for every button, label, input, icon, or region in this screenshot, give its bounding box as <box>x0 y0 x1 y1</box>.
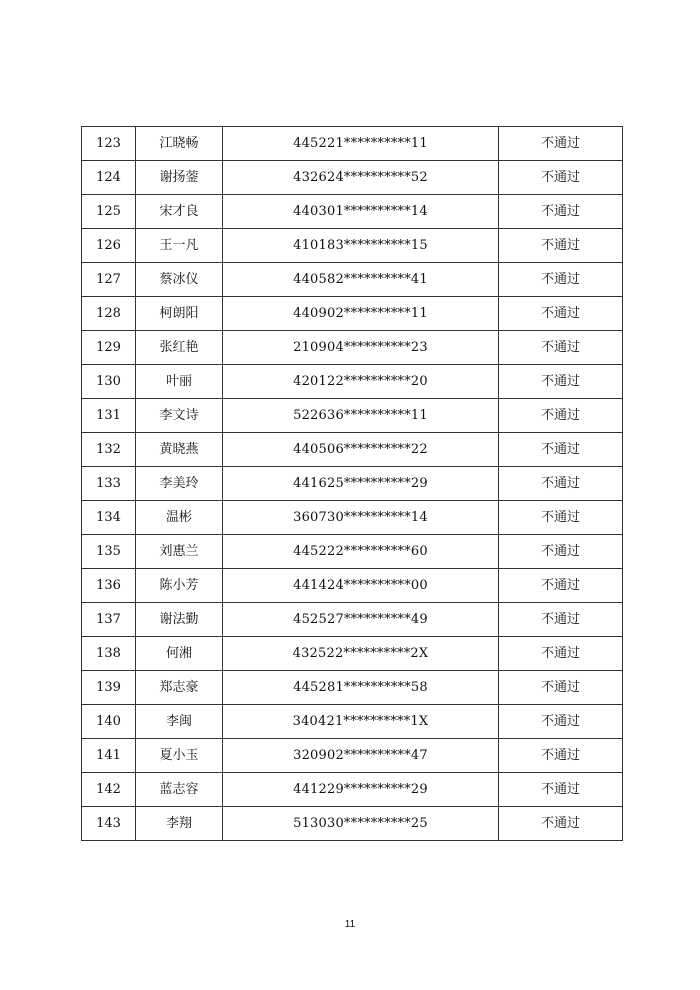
row-name: 李文诗 <box>136 399 223 433</box>
row-number: 129 <box>82 331 136 365</box>
row-id-number: 445221**********11 <box>223 127 499 161</box>
row-name: 夏小玉 <box>136 739 223 773</box>
row-name: 谢扬蓥 <box>136 161 223 195</box>
table-row <box>82 535 623 569</box>
row-id-number: 360730**********14 <box>223 501 499 535</box>
table-row <box>82 671 623 705</box>
row-number: 136 <box>82 569 136 603</box>
row-number: 128 <box>82 297 136 331</box>
row-result: 不通过 <box>499 807 623 841</box>
row-number: 142 <box>82 773 136 807</box>
row-result: 不通过 <box>499 467 623 501</box>
row-name: 李翔 <box>136 807 223 841</box>
row-result: 不通过 <box>499 569 623 603</box>
table-row <box>82 263 623 297</box>
result-table <box>81 126 623 841</box>
row-name: 刘惠兰 <box>136 535 223 569</box>
row-number: 130 <box>82 365 136 399</box>
table-row <box>82 501 623 535</box>
row-id-number: 441625**********29 <box>223 467 499 501</box>
row-number: 133 <box>82 467 136 501</box>
row-id-number: 522636**********11 <box>223 399 499 433</box>
row-number: 138 <box>82 637 136 671</box>
row-result: 不通过 <box>499 603 623 637</box>
row-result: 不通过 <box>499 365 623 399</box>
row-name: 江晓畅 <box>136 127 223 161</box>
row-result: 不通过 <box>499 161 623 195</box>
row-id-number: 432522**********2X <box>223 637 499 671</box>
row-result: 不通过 <box>499 739 623 773</box>
row-id-number: 210904**********23 <box>223 331 499 365</box>
row-result: 不通过 <box>499 671 623 705</box>
row-id-number: 513030**********25 <box>223 807 499 841</box>
row-result: 不通过 <box>499 433 623 467</box>
row-number: 124 <box>82 161 136 195</box>
row-result: 不通过 <box>499 637 623 671</box>
row-name: 叶丽 <box>136 365 223 399</box>
row-id-number: 440582**********41 <box>223 263 499 297</box>
row-name: 郑志豪 <box>136 671 223 705</box>
table-row <box>82 807 623 841</box>
row-name: 李美玲 <box>136 467 223 501</box>
row-number: 137 <box>82 603 136 637</box>
table-row <box>82 705 623 739</box>
row-number: 143 <box>82 807 136 841</box>
row-result: 不通过 <box>499 263 623 297</box>
row-result: 不通过 <box>499 331 623 365</box>
row-id-number: 320902**********47 <box>223 739 499 773</box>
row-id-number: 445222**********60 <box>223 535 499 569</box>
row-result: 不通过 <box>499 297 623 331</box>
row-name: 李闽 <box>136 705 223 739</box>
row-name: 宋才良 <box>136 195 223 229</box>
row-id-number: 452527**********49 <box>223 603 499 637</box>
table-row <box>82 399 623 433</box>
row-name: 蔡冰仪 <box>136 263 223 297</box>
row-result: 不通过 <box>499 399 623 433</box>
row-number: 132 <box>82 433 136 467</box>
table-row <box>82 637 623 671</box>
row-result: 不通过 <box>499 195 623 229</box>
row-result: 不通过 <box>499 127 623 161</box>
row-id-number: 420122**********20 <box>223 365 499 399</box>
row-id-number: 432624**********52 <box>223 161 499 195</box>
row-result: 不通过 <box>499 773 623 807</box>
row-name: 柯朗阳 <box>136 297 223 331</box>
row-number: 139 <box>82 671 136 705</box>
row-number: 135 <box>82 535 136 569</box>
row-name: 王一凡 <box>136 229 223 263</box>
row-name: 张红艳 <box>136 331 223 365</box>
table-row <box>82 773 623 807</box>
row-number: 131 <box>82 399 136 433</box>
table-row <box>82 739 623 773</box>
table-row <box>82 603 623 637</box>
row-name: 陈小芳 <box>136 569 223 603</box>
table-row <box>82 467 623 501</box>
table-row <box>82 569 623 603</box>
row-id-number: 445281**********58 <box>223 671 499 705</box>
row-name: 谢法勤 <box>136 603 223 637</box>
row-number: 125 <box>82 195 136 229</box>
row-name: 何湘 <box>136 637 223 671</box>
row-id-number: 440902**********11 <box>223 297 499 331</box>
table-body <box>82 127 623 841</box>
row-number: 134 <box>82 501 136 535</box>
row-number: 140 <box>82 705 136 739</box>
row-id-number: 440506**********22 <box>223 433 499 467</box>
table-row <box>82 433 623 467</box>
row-id-number: 440301**********14 <box>223 195 499 229</box>
table-row <box>82 365 623 399</box>
table-row <box>82 229 623 263</box>
row-number: 141 <box>82 739 136 773</box>
table-row <box>82 161 623 195</box>
row-name: 蓝志容 <box>136 773 223 807</box>
row-number: 126 <box>82 229 136 263</box>
row-id-number: 410183**********15 <box>223 229 499 263</box>
row-name: 黄晓燕 <box>136 433 223 467</box>
row-result: 不通过 <box>499 705 623 739</box>
row-result: 不通过 <box>499 501 623 535</box>
row-name: 温彬 <box>136 501 223 535</box>
row-id-number: 340421**********1X <box>223 705 499 739</box>
table-row <box>82 195 623 229</box>
table-row <box>82 297 623 331</box>
row-id-number: 441424**********00 <box>223 569 499 603</box>
row-number: 127 <box>82 263 136 297</box>
table-row <box>82 331 623 365</box>
row-id-number: 441229**********29 <box>223 773 499 807</box>
table-row <box>82 127 623 161</box>
row-result: 不通过 <box>499 535 623 569</box>
row-number: 123 <box>82 127 136 161</box>
row-result: 不通过 <box>499 229 623 263</box>
page-number: 11 <box>344 919 356 930</box>
